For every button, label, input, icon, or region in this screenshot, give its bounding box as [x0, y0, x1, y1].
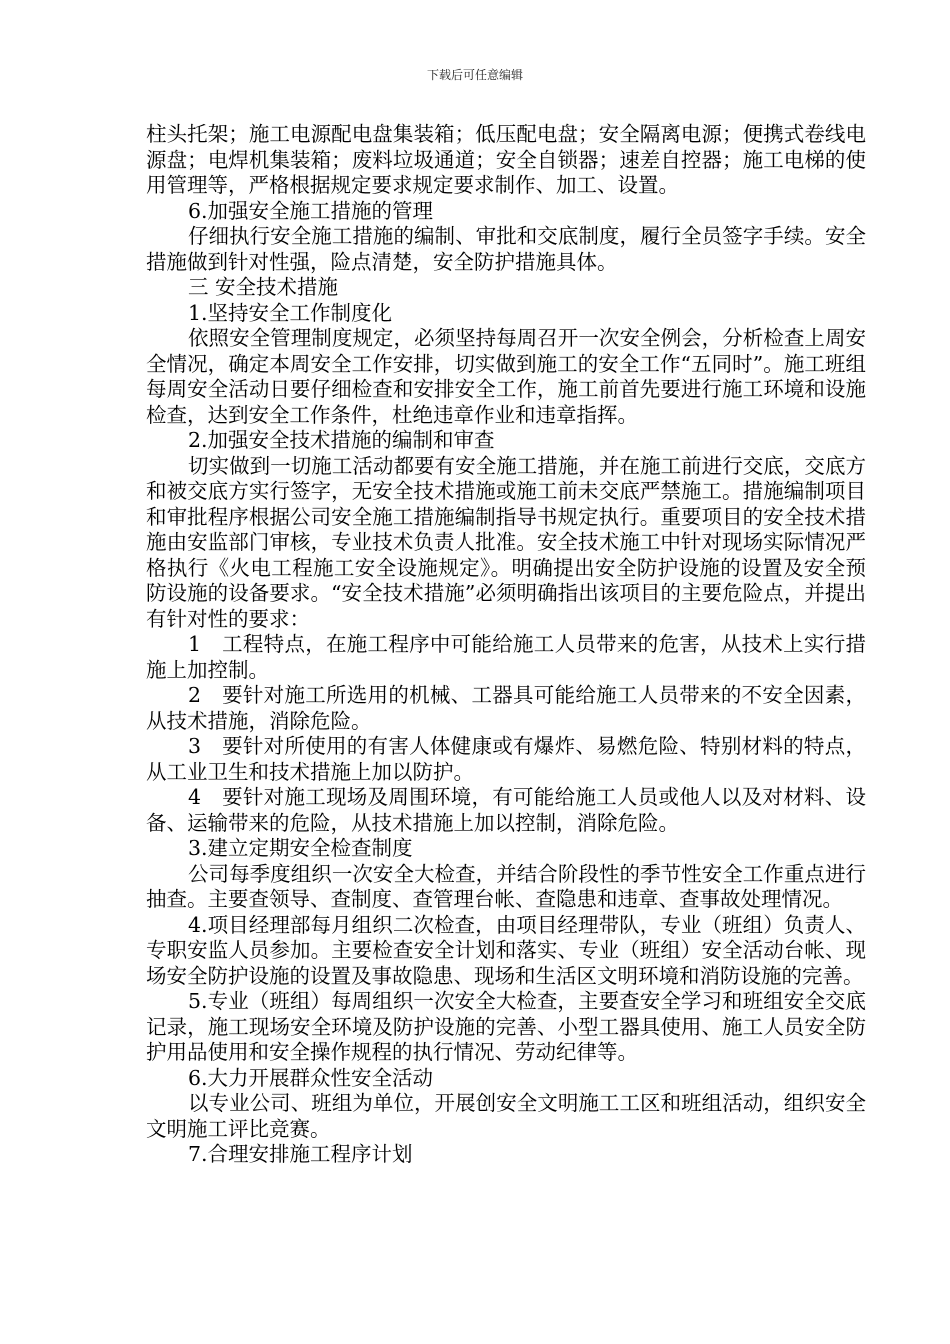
list-item: 3 要针对所使用的有害人体健康或有爆炸、易燃危险、特别材料的特点，从工业卫生和技术措施上加以防护。 [146, 734, 866, 784]
paragraph: 柱头托架；施工电源配电盘集装箱；低压配电盘；安全隔离电源；便携式卷线电源盘；电焊机集装箱；废料垃圾通道；安全自锁器；速差自控器；施工电梯的使用管理等，严格根据规定要求规定要求制作、加工、设置。 [146, 122, 866, 197]
paragraph: 切实做到一切施工活动都要有安全施工措施，并在施工前进行交底，交底方和被交底方实行签字，无安全技术措施或施工前未交底严禁施工。措施编制项目和审批程序根据公司安全施工措施编制指导书规定执行。重要项目的安全技术措施由安监部门审核，专业技术负责人批准。安全技术施工中针对现场实际情况严格执行《火电工程施工安全设施规定》。明确提出安全防护设施的设置及安全预防设施的设备要求。“安全技术措施”必须明确指出该项目的主要危险点，并提出有针对性的要求： [146, 453, 866, 631]
paragraph: 5.专业（班组）每周组织一次安全大检查，主要查安全学习和班组安全交底记录，施工现场安全环境及防护设施的完善、小型工器具使用、施工人员安全防护用品使用和安全操作规程的执行情况、劳动纪律等。 [146, 989, 866, 1064]
paragraph: 以专业公司、班组为单位，开展创安全文明施工工区和班组活动，组织安全文明施工评比竞赛。 [146, 1091, 866, 1141]
paragraph: 依照安全管理制度规定，必须坚持每周召开一次安全例会，分析检查上周安全情况，确定本周安全工作安排，切实做到施工的安全工作“五同时”。施工班组每周安全活动日要仔细检查和安排安全工作，施工前首先要进行施工环境和设施检查，达到安全工作条件，杜绝违章作业和违章指挥。 [146, 326, 866, 427]
section-heading: 三 安全技术措施 [188, 275, 339, 299]
section-heading: 3.建立定期安全检查制度 [188, 836, 413, 860]
paragraph: 公司每季度组织一次安全大检查，并结合阶段性的季节性安全工作重点进行抽查。主要查领导、查制度、查管理台帐、查隐患和违章、查事故处理情况。 [146, 861, 866, 911]
section-heading: 6.大力开展群众性安全活动 [188, 1065, 434, 1090]
document-body [146, 122, 866, 1168]
list-item: 4 要针对施工现场及周围环境，有可能给施工人员或他人以及对材料、设备、运输带来的危险，从技术措施上加以控制，消除危险。 [146, 785, 866, 835]
section-heading: 2.加强安全技术措施的编制和审查 [188, 428, 495, 452]
list-item: 1 工程特点，在施工程序中可能给施工人员带来的危害，从技术上实行措施上加控制。 [146, 632, 866, 682]
section-heading: 1.坚持安全工作制度化 [188, 300, 393, 325]
page-header: 下载后可任意编辑 [426, 68, 523, 82]
list-item: 2 要针对施工所选用的机械、工器具可能给施工人员带来的不安全因素，从技术措施，消除危险。 [146, 683, 866, 733]
paragraph: 4.项目经理部每月组织二次检查，由项目经理带队，专业（班组）负责人、专职安监人员参加。主要检查安全计划和落实、专业（班组）安全活动台帐、现场安全防护设施的设置及事故隐患、现场和生活区文明环境和消防设施的完善。 [146, 912, 866, 988]
section-heading: 7.合理安排施工程序计划 [188, 1142, 413, 1166]
section-heading: 6.加强安全施工措施的管理 [188, 198, 434, 223]
paragraph: 仔细执行安全施工措施的编制、审批和交底制度，履行全员签字手续。安全措施做到针对性强，险点清楚，安全防护措施具体。 [146, 224, 866, 274]
